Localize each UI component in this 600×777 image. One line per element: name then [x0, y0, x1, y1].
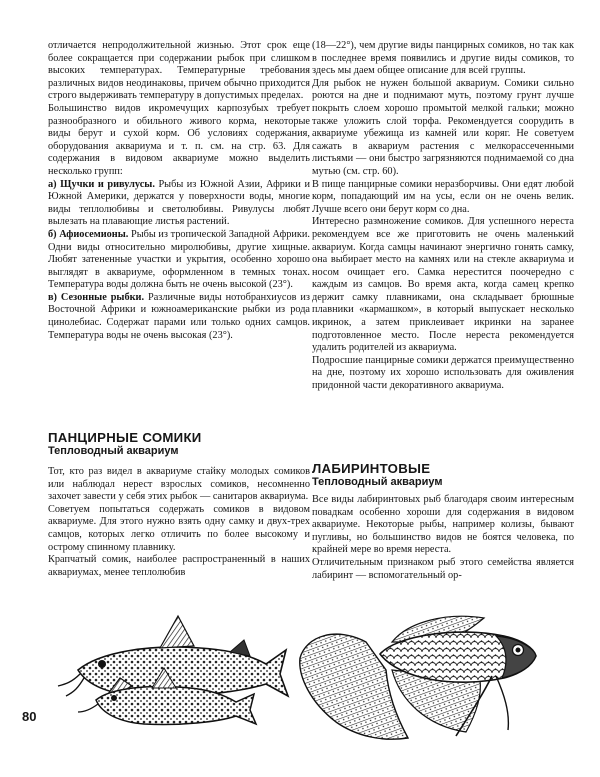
- paragraph: [48, 179, 310, 229]
- group-heading: в) Сезонные рыбки.: [48, 291, 145, 303]
- section-title: ПАНЦИРНЫЕ СОМИКИ: [48, 430, 202, 445]
- paragraph: В пище панцирные сомики неразборчивы. Они едят любой корм, попадающий им на усы, если он не очень велик. Лучше всего они берут корм со дна.: [312, 178, 574, 215]
- section-heading-catfish: [48, 430, 202, 458]
- group-heading: а) Щучки и ривулусы.: [48, 178, 155, 190]
- paragraph: (18—22°), чем другие виды панцирных сомиков, но так как в последнее время появились и другие виды сомиков, то здесь мы даем общее описание для всей группы.: [312, 40, 574, 77]
- paragraph: Большинство видов икромечущих карпозубых требует разнообразного и обильного живого корма, некоторые виды берут и сухой корм. Об условиях содержания, оборудования аквариума и т. п. см. на стр. 63. Для содержания в видовом аквариуме можно выделить несколько групп:: [48, 102, 310, 177]
- catfish-illustration: [40, 612, 290, 732]
- group-text: Рыбы из тропической Западной Африки. Одни виды относительно миролюбивы, другие хищные. Любят затененные участки и укрытия, особенно хорошо выглядят в аквариуме, оформленном в темных тонах. Температура воды должна быть не очень высокой (23°).: [48, 228, 311, 291]
- section-title: ЛАБИРИНТОВЫЕ: [312, 461, 431, 476]
- paragraph: Подросшие панцирные сомики держатся преимущественно на дне, поэтому их хорошо использовать для оживления придонной части декоративного аквариума.: [312, 354, 574, 392]
- section-heading-labyrinth: [312, 461, 442, 489]
- paragraph: Отличительным признаком рыб этого семейства является лабиринт — вспомогательный ор-: [312, 556, 574, 581]
- paragraph: Тот, кто раз видел в аквариуме стайку молодых сомиков или наблюдал нерест взрослых сомиков, несомненно захочет завести у себя этих рыбок — санитаров аквариума.: [48, 466, 310, 503]
- paragraph: Все виды лабиринтовых рыб благодаря своим интересным повадкам особенно хороши для содержания в видовом аквариуме. Некоторые рыбы, например колизы, бывают пугливы, но большинство видов не боятся человека, по крайней мере во время нереста.: [312, 494, 574, 556]
- group-text: Различные виды нотобранхиусов из Восточной Африки и южноамериканские рыбки из рода цинолебиас. Содержат парами или только одних самцов. Температура воды не очень высокая (23°).: [48, 291, 310, 341]
- page-number: 80: [22, 709, 37, 724]
- group-heading: б) Афиосемионы.: [48, 228, 129, 240]
- gourami-illustration: [296, 596, 558, 746]
- paragraph: [48, 229, 310, 292]
- group-text: Рыбы из Южной Азии, Африки и Южной Америки, держатся у поверхности воды, многие виды теплолюбивы и светолюбивы. Ривулусы любят вылезать на плавающие листья растений.: [48, 178, 310, 228]
- paragraph: Крапчатый сомик, наиболее распространенный в наших аквариумах, менее теплолюбив: [48, 554, 310, 578]
- section-subtitle: Тепловодный аквариум: [48, 445, 179, 457]
- paragraph: [48, 292, 310, 342]
- section-subtitle: Тепловодный аквариум: [312, 476, 443, 488]
- paragraph: Интересно размножение сомиков. Для успешного нереста рекомендуем все же приготовить не очень маленький аквариум. Когда самцы начинают энергично гонять самку, она выбирает место на камнях или на стекле аквариума и носом очищает его. Самка нерестится поочередно с каждым из самцов. Во время акта, когда самец крепко держит самку плавниками, она складывает брюшные плавники «кармашком», в который выпускает несколько икринок, а затем приклеивает икринки на заранее подготовленное место. После нереста рекомендуется удалить родителей из аквариума.: [312, 216, 574, 354]
- paragraph: Советуем попытаться содержать сомиков в видовом аквариуме. Для этого нужно взять одну самку и двух-трех самцов, которых легко отличить по более высокому и острому спинному плавнику.: [48, 503, 310, 553]
- paragraph: Для рыбок не нужен большой аквариум. Сомики сильно роются на дне и поднимают муть, поэтому грунт лучше покрыть слоем хорошо промытой мелкой гальки; можно также уложить слой торфа. Рекомендуется соорудить в аквариуме убежища из камней или коряг. Не советуем сажать в аквариум растения с мелкорассеченными листьями — они быстро загрязняются поднимаемой со дна мутью (см. стр. 60).: [312, 77, 574, 177]
- paragraph: отличается непродолжительной жизнью. Этот срок еще более сокращается при содержании рыбок при слишком высоких температурах. Температурные требования различных видов неодинаковы, причем обычно приходится строго выдерживать температуру в допустимых пределах.: [48, 40, 310, 102]
